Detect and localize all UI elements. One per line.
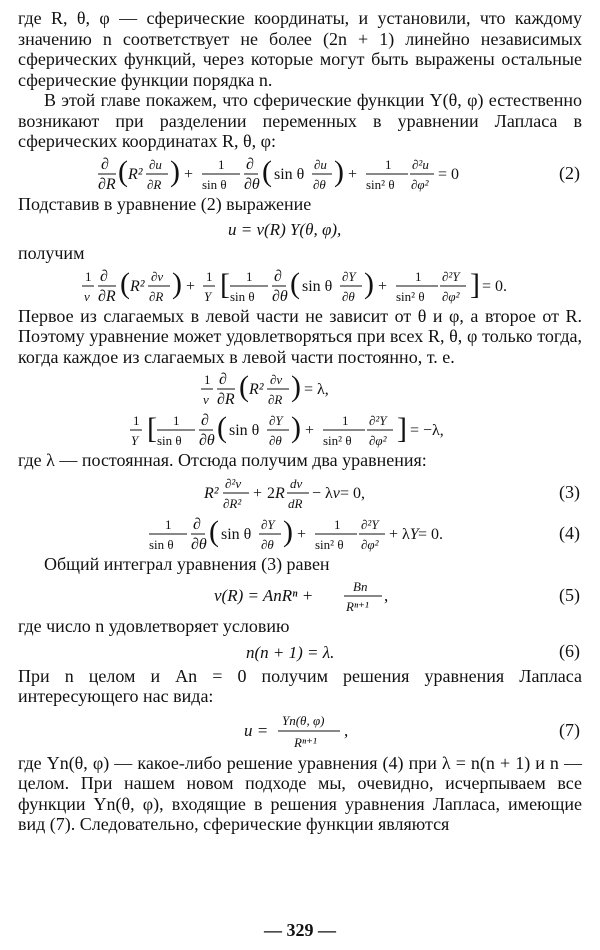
svg-text:): ) (170, 154, 180, 188)
equation-3-rhs: = 0, (340, 484, 366, 502)
svg-text:∂: ∂ (101, 155, 109, 173)
paragraph-3: Подставив в уравнение (2) выражение (18, 193, 312, 214)
svg-text:+ λY: + λY (389, 525, 419, 543)
paragraph-1: где R, θ, φ — сферические координаты, и установили, что каждому значению n соответствует не более (2n + 1) линейно независимых сферических функций, через которые могут быть выражены остальные сферические функции порядка n. (18, 8, 582, 90)
equation-4 (18, 513, 582, 553)
svg-text:dR: dR (288, 495, 303, 511)
equation-5-lhs: v(R) = AnRⁿ + (214, 586, 314, 605)
svg-text:∂R: ∂R (268, 392, 283, 407)
equation-7 (18, 708, 582, 752)
svg-text:1: 1 (206, 268, 213, 284)
equation-6-formula (18, 638, 558, 665)
svg-text:): ) (364, 266, 374, 300)
paragraph-7: Общий интеграл уравнения (3) равен (44, 553, 330, 574)
svg-text:∂θ: ∂θ (269, 433, 282, 448)
equation-6-text: n(n + 1) = λ. (246, 642, 335, 662)
equation-7-lhs: u = (244, 720, 269, 740)
svg-text:∂: ∂ (100, 267, 108, 285)
svg-text:): ) (291, 370, 301, 403)
equation-angular-lambda-rhs: = −λ, (410, 422, 444, 439)
svg-text:∂: ∂ (274, 267, 282, 285)
equation-2-rhs: = 0 (438, 165, 460, 183)
svg-text:(: ( (209, 514, 219, 548)
svg-text:∂²Y: ∂²Y (369, 413, 387, 428)
paragraph-9: При n целом и An = 0 получим решения уравнения Лапласа интересующего нас вида: (18, 665, 582, 706)
equation-6 (18, 638, 582, 665)
svg-text:sin θ: sin θ (202, 176, 227, 192)
svg-text:Y: Y (131, 433, 139, 448)
equation-number-7: (7) (559, 719, 580, 740)
svg-text:(: ( (120, 266, 130, 300)
equation-separated (18, 265, 582, 305)
svg-text:∂: ∂ (201, 412, 209, 429)
svg-text:∂θ: ∂θ (272, 287, 288, 305)
equation-number-2: (2) (559, 162, 580, 183)
svg-text:+: + (186, 277, 196, 295)
svg-text:∂u: ∂u (149, 156, 162, 172)
svg-text:∂θ: ∂θ (199, 432, 215, 449)
svg-text:sin θ: sin θ (157, 433, 182, 448)
svg-text:sin² θ: sin² θ (323, 433, 352, 448)
svg-text:(: ( (118, 154, 128, 188)
svg-text:): ) (172, 266, 182, 300)
svg-text:∂φ²: ∂φ² (369, 433, 387, 448)
svg-text:∂θ: ∂θ (313, 176, 326, 192)
svg-text:sin θ: sin θ (302, 277, 333, 295)
equation-number-3: (3) (559, 481, 580, 502)
svg-text:+: + (253, 484, 263, 502)
svg-text:∂²u: ∂²u (412, 156, 429, 172)
paragraph-8: где число n удовлетворяет условию (18, 616, 290, 636)
svg-text:∂²Y: ∂²Y (361, 516, 379, 532)
paragraph-2: В этой главе покажем, что сферические функции Y(θ, φ) естественно возникают при разделении переменных в уравнении Лапласа в сферических координатах R, θ, φ: (18, 90, 582, 151)
svg-text:∂R: ∂R (217, 391, 235, 408)
svg-text:∂θ: ∂θ (342, 288, 355, 304)
svg-text:∂φ²: ∂φ² (361, 536, 379, 552)
svg-text:∂R: ∂R (98, 175, 116, 193)
equation-separated-rhs: = 0. (482, 277, 508, 295)
svg-text:[: [ (220, 267, 230, 301)
svg-text:v: v (203, 392, 209, 407)
svg-text:sin θ: sin θ (221, 525, 252, 543)
svg-text:2R: 2R (267, 484, 285, 502)
svg-text:∂Y: ∂Y (342, 268, 356, 284)
svg-text:(: ( (217, 411, 227, 444)
svg-text:∂²v: ∂²v (225, 475, 242, 491)
paragraph-10: где Yn(θ, φ) — какое-либо решение уравнения (4) при λ = n(n + 1) и n — целом. При нашем новом подходе мы, очевидно, исчерпываем все функции Yn(θ, φ), входящие в решения уравнения Лапласа, имеющие вид (7). Следовательно, сферические функции являются (18, 752, 582, 834)
svg-text:R²: R² (249, 381, 264, 398)
svg-text:1: 1 (165, 516, 172, 532)
equation-radial-lambda-rhs: = λ, (304, 381, 329, 398)
svg-text:R²: R² (128, 165, 143, 183)
equation-5-numerator: Bn (353, 579, 368, 594)
equation-substitution-formula (18, 215, 558, 242)
svg-text:sin θ: sin θ (229, 422, 260, 439)
equation-7-formula (18, 708, 558, 752)
svg-text:1: 1 (204, 372, 211, 387)
svg-text:1: 1 (246, 268, 253, 284)
svg-text:R²: R² (130, 277, 145, 295)
svg-text:sin² θ: sin² θ (315, 536, 344, 552)
svg-text:sin θ: sin θ (149, 536, 174, 552)
svg-text:sin θ: sin θ (230, 288, 255, 304)
page-number: — 329 — (264, 920, 336, 940)
svg-text:): ) (291, 411, 301, 444)
svg-text:[: [ (147, 412, 157, 445)
equation-7-numerator: Yn(θ, φ) (282, 712, 325, 728)
svg-text:∂Y: ∂Y (261, 516, 275, 532)
svg-text:+: + (297, 525, 307, 543)
svg-text:∂Y: ∂Y (269, 413, 283, 428)
equation-5-denominator: Rⁿ⁺¹ (346, 599, 369, 614)
equation-3 (18, 472, 582, 512)
equation-2-formula (18, 153, 558, 193)
svg-text:,: , (384, 586, 389, 605)
svg-text:∂²Y: ∂²Y (442, 268, 460, 284)
svg-text:∂θ: ∂θ (261, 536, 274, 552)
svg-text:,: , (344, 720, 349, 740)
equation-angular-lambda (18, 409, 582, 449)
equation-substitution (18, 215, 582, 242)
svg-text:(: ( (290, 266, 300, 300)
svg-text:sin² θ: sin² θ (396, 288, 425, 304)
svg-text:Y: Y (204, 288, 212, 304)
equation-number-4: (4) (559, 522, 580, 543)
equation-radial-lambda-formula (18, 368, 558, 408)
equation-7-denominator: Rⁿ⁺¹ (294, 734, 317, 750)
svg-text:+: + (305, 422, 315, 439)
equation-angular-lambda-formula (18, 409, 558, 449)
svg-text:∂: ∂ (193, 515, 201, 533)
svg-text:∂u: ∂u (314, 156, 327, 172)
svg-text:): ) (283, 514, 293, 548)
equation-substitution-text: u = v(R) Y(θ, φ), (228, 220, 342, 239)
svg-text:∂: ∂ (219, 371, 227, 388)
svg-text:1: 1 (218, 156, 225, 172)
svg-text:∂θ: ∂θ (244, 175, 260, 193)
svg-text:+: + (348, 165, 358, 183)
svg-text:∂φ²: ∂φ² (411, 176, 429, 192)
svg-text:R²: R² (204, 484, 219, 502)
svg-text:sin θ: sin θ (274, 165, 305, 183)
svg-text:dv: dv (290, 475, 303, 491)
svg-text:sin² θ: sin² θ (366, 176, 395, 192)
equation-2 (18, 153, 582, 193)
paragraph-4: получим (18, 243, 85, 263)
svg-text:∂R: ∂R (147, 176, 162, 192)
svg-text:v: v (84, 288, 90, 304)
equation-5 (18, 575, 582, 615)
svg-text:]: ] (470, 267, 480, 301)
svg-text:+: + (184, 165, 194, 183)
svg-text:1: 1 (85, 268, 92, 284)
equation-5-formula (18, 575, 558, 615)
equation-4-formula (18, 513, 558, 553)
svg-text:1: 1 (415, 268, 422, 284)
svg-text:1: 1 (334, 516, 341, 532)
equation-number-6: (6) (559, 640, 580, 661)
svg-text:1: 1 (173, 413, 180, 428)
svg-text:1: 1 (342, 413, 349, 428)
equation-3-formula (18, 472, 558, 512)
equation-separated-formula (18, 265, 558, 305)
svg-text:∂v: ∂v (151, 268, 164, 284)
svg-text:1: 1 (133, 413, 140, 428)
svg-text:(: ( (262, 154, 272, 188)
svg-text:∂R²: ∂R² (223, 495, 242, 511)
equation-4-rhs: = 0. (418, 525, 444, 543)
svg-text:∂θ: ∂θ (191, 535, 207, 553)
svg-text:): ) (334, 154, 344, 188)
equation-number-5: (5) (559, 584, 580, 605)
svg-text:+: + (378, 277, 388, 295)
paragraph-5: Первое из слагаемых в левой части не зависит от θ и φ, а второе от R. Поэтому уравнение может удовлетворяться при всех R, θ, φ только тогда, когда каждое из слагаемых в левой части постоянно, т. е. (18, 305, 582, 367)
svg-text:∂: ∂ (246, 155, 254, 173)
svg-text:− λv: − λv (312, 484, 340, 502)
svg-text:∂v: ∂v (270, 372, 283, 387)
svg-text:]: ] (397, 412, 407, 445)
svg-text:(: ( (239, 370, 249, 403)
svg-text:∂R: ∂R (98, 287, 116, 305)
svg-text:∂φ²: ∂φ² (442, 288, 460, 304)
svg-text:1: 1 (385, 156, 392, 172)
paragraph-6: где λ — постоянная. Отсюда получим два уравнения: (18, 450, 427, 470)
equation-radial-lambda (18, 368, 582, 408)
svg-text:∂R: ∂R (149, 288, 164, 304)
